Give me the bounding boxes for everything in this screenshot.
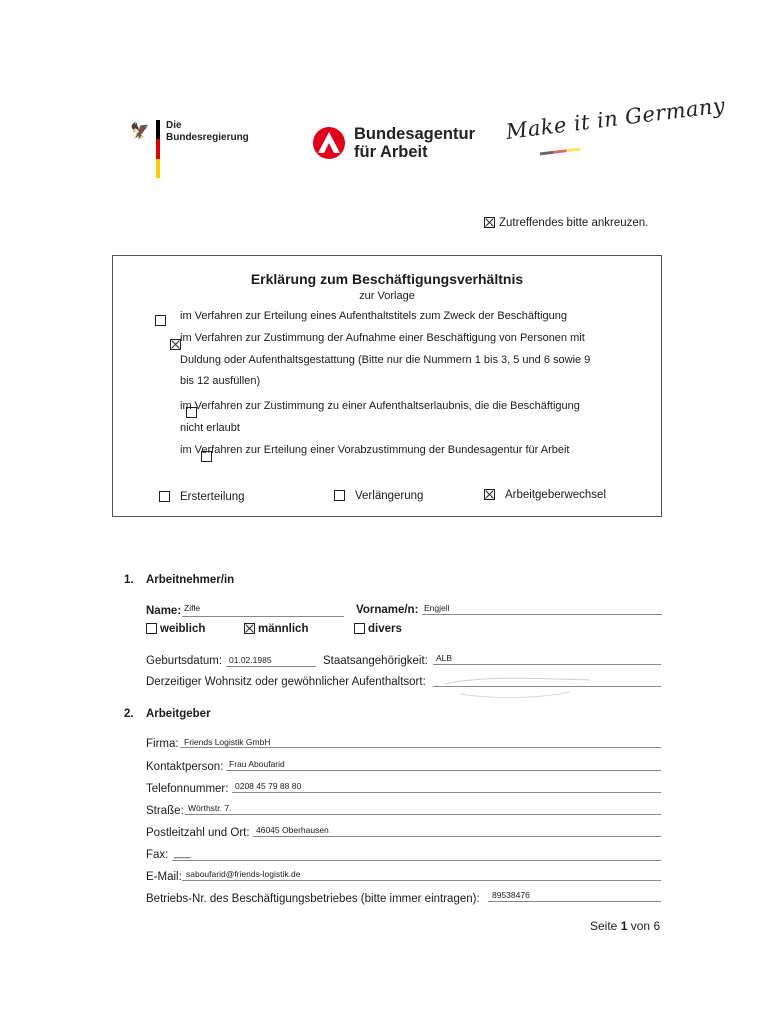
campaign-flag-stroke (540, 148, 580, 156)
logo-line: für Arbeit (354, 143, 428, 161)
birthdate-value[interactable]: 01.02.1985 (229, 655, 272, 665)
federal-eagle-icon: 🦅 (130, 123, 150, 140)
company-number-value[interactable]: 89538476 (492, 890, 530, 900)
residence-label: Derzeitiger Wohnsitz oder gewöhnlicher Aufenthaltsort: (146, 676, 426, 688)
phone-label: Telefonnummer: (146, 783, 229, 795)
option-toleration (180, 328, 630, 393)
option-residence-permit-checkbox[interactable] (155, 315, 166, 326)
section-2-heading: Arbeitgeber (146, 708, 211, 720)
company-number-line (488, 901, 661, 902)
contact-label: Kontaktperson: (146, 761, 224, 773)
employer-change-checkbox[interactable] (484, 489, 495, 500)
gender-male[interactable] (244, 623, 308, 635)
total-pages: 6 (653, 919, 661, 933)
type-label: Arbeitgeberwechsel (505, 489, 607, 501)
street-line (185, 814, 661, 815)
option-line: im Verfahren zur Erteilung einer Vorabzustimmung der Bundesagentur für Arbeit (180, 444, 570, 456)
firstname-label-text: Vorname/n: (356, 604, 419, 616)
company-value[interactable]: Friends Logistik GmbH (184, 737, 271, 747)
arbeitsagentur-logo-text (354, 125, 475, 161)
street-value[interactable]: Wörthstr. 7. (188, 803, 232, 813)
contact-line (226, 770, 661, 771)
type-label: Verlängerung (355, 490, 424, 502)
nationality-value[interactable]: ALB (436, 653, 453, 663)
postal-label: Postleitzahl und Ort: (146, 827, 250, 839)
section-1-heading: Arbeitnehmer/in (146, 574, 235, 586)
option-residence-permit (180, 306, 630, 328)
type-employer-change[interactable] (484, 489, 606, 501)
postal-value[interactable]: 46045 Oberhausen (256, 825, 329, 835)
logo-line: Bundesagentur (354, 125, 476, 143)
nationality-label: Staatsangehörigkeit: (323, 655, 428, 667)
gender-diverse[interactable] (354, 623, 402, 635)
firstname-line (422, 614, 662, 615)
company-label: Firma: (146, 738, 179, 750)
email-label: E-Mail: (146, 871, 182, 883)
instruction-hint (484, 217, 648, 229)
arbeitsagentur-logo-icon (312, 126, 346, 160)
name-label-text: Name: (146, 605, 182, 617)
first-issuance-checkbox[interactable] (159, 491, 170, 502)
option-line: nicht erlaubt (180, 421, 240, 434)
option-line: im Verfahren zur Zustimmung zu einer Aufenthaltserlaubnis, die die Beschäftigung (180, 400, 580, 412)
company-number-label: Betriebs-Nr. des Beschäftigungsbetriebes (bitte immer eintragen): (146, 893, 480, 905)
declaration-title: Erklärung zum Beschäftigungsverhältnis (250, 271, 524, 287)
street-label: Straße: (146, 805, 184, 817)
type-first-issuance[interactable] (159, 491, 245, 503)
type-label: Ersterteilung (180, 491, 245, 503)
logo-line: Bundesregierung (166, 132, 249, 143)
phone-line (232, 792, 661, 793)
diverse-checkbox[interactable] (354, 623, 365, 634)
female-checkbox[interactable] (146, 623, 157, 634)
extension-checkbox[interactable] (334, 490, 345, 501)
hint-checkbox-icon (484, 217, 495, 228)
email-line (182, 880, 661, 881)
gender-label: männlich (258, 623, 309, 635)
type-extension[interactable] (334, 490, 423, 502)
gender-label: divers (368, 623, 402, 635)
option-no-employment-permit (180, 396, 630, 439)
make-it-in-germany-logo: Make it in Germany (504, 93, 727, 144)
birthdate-line (226, 666, 316, 667)
phone-value[interactable]: 0208 45 79 88 80 (235, 781, 302, 791)
name-label (146, 605, 181, 617)
bundesregierung-logo-text (166, 120, 249, 144)
birthdate-label: Geburtsdatum: (146, 655, 223, 667)
firstname-label (356, 604, 418, 616)
gender-female[interactable] (146, 623, 205, 635)
firstname-value[interactable]: Engjell (424, 603, 450, 613)
postal-line (253, 836, 661, 837)
section-1-number: 1. (124, 574, 134, 586)
email-value[interactable]: saboufarid@friends-logistik.de (186, 869, 301, 879)
page-number (590, 919, 660, 933)
declaration-subtitle: zur Vorlage (359, 290, 415, 302)
hint-text: Zutreffendes bitte ankreuzen. (499, 217, 649, 229)
fax-label: Fax: (146, 849, 169, 861)
german-flag-bar (156, 120, 160, 178)
page-middle: von (630, 919, 651, 933)
faded-handwriting-mark (440, 672, 600, 702)
logo-line: Die (166, 120, 182, 131)
name-value[interactable]: Zifle (184, 603, 201, 613)
current-page: 1 (620, 919, 628, 933)
company-line (180, 747, 661, 748)
section-2-number: 2. (124, 708, 134, 720)
option-line: im Verfahren zur Erteilung eines Aufenthaltstitels zum Zweck der Beschäftigung (180, 310, 568, 322)
fax-value[interactable]: ___ (174, 848, 191, 859)
male-checkbox[interactable] (244, 623, 255, 634)
fax-line (172, 860, 661, 861)
option-line: im Verfahren zur Zustimmung der Aufnahme einer Beschäftigung von Personen mit (180, 332, 585, 344)
option-line: Duldung oder Aufenthaltsgestattung (Bitte nur die Nummern 1 bis 3, 5 und 6 sowie 9 (180, 353, 591, 366)
contact-value[interactable]: Frau Aboufarid (229, 759, 285, 769)
gender-label: weiblich (160, 623, 206, 635)
nationality-line (433, 664, 661, 665)
option-pre-approval (180, 440, 630, 462)
name-line (182, 616, 344, 617)
page-prefix: Seite (590, 919, 618, 933)
option-line: bis 12 ausfüllen) (180, 375, 261, 387)
